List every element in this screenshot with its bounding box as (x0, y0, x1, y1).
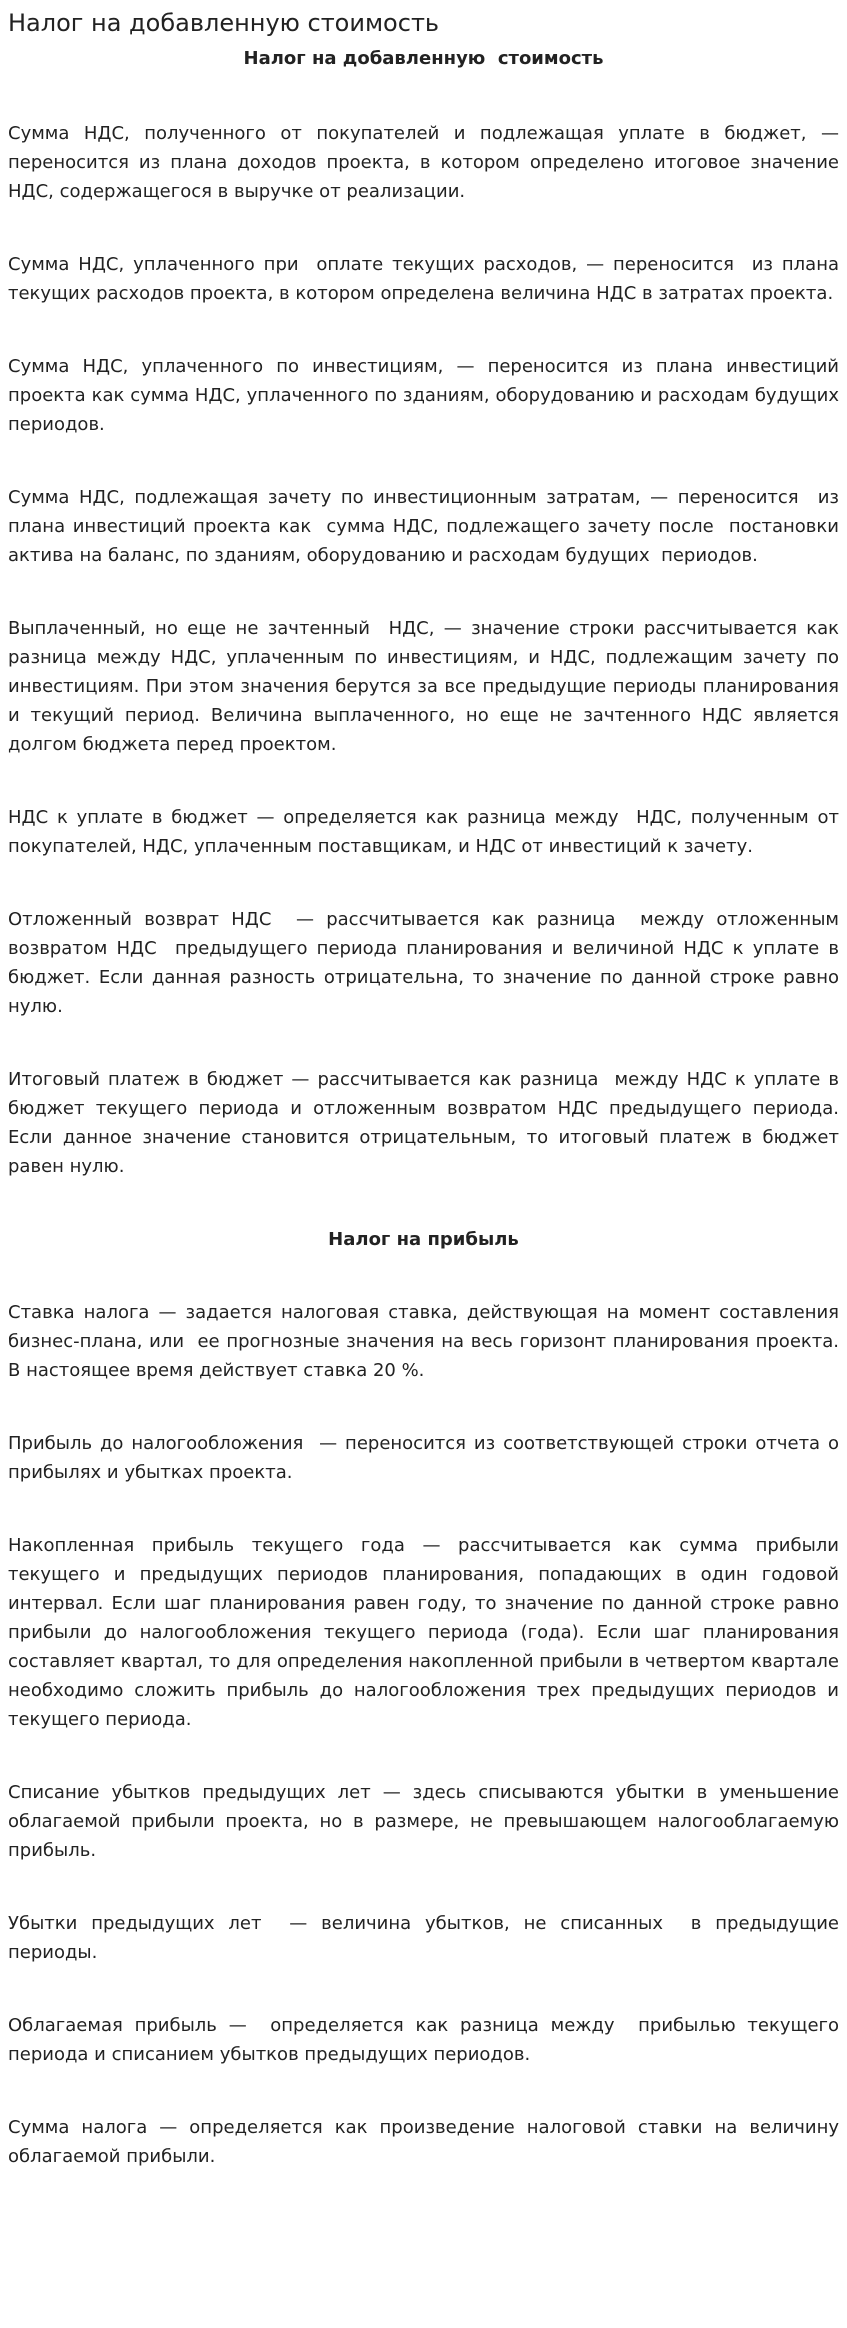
paragraph: НДС к уплате в бюджет — определяется как разница между НДС, полученным от покупателей, НДС, уплаченным поставщикам, и НДС от инвестиций к зачету. (8, 807, 845, 857)
paragraph: Сумма НДС, уплаченного по инвестициям, — переносится из плана инвестиций проекта как сумма НДС, уплаченного по зданиям, оборудованию и расходам будущих периодов. (8, 356, 845, 435)
paragraph: Сумма НДС, подлежащая зачету по инвестиционным затратам, — переносится из плана инвестиций проекта как сумма НДС, подлежащего зачету после постановки актива на баланс, по зданиям, оборудованию и расходам будущих периодов. (8, 487, 845, 566)
paragraph: Прибыль до налогообложения — переносится из соответствующей строки отчета о прибылях и убытках проекта. (8, 1433, 845, 1483)
paragraph: Итоговый платеж в бюджет — рассчитывается как разница между НДС к уплате в бюджет текущего периода и отложенным возвратом НДС предыдущего периода. Если данное значение становится отрицательным, то итоговый платеж в бюджет равен нулю. (8, 1069, 845, 1177)
paragraph: Облагаемая прибыль — определяется как разница между прибылью текущего периода и списанием убытков предыдущих периодов. (8, 2015, 845, 2065)
paragraph: Накопленная прибыль текущего года — рассчитывается как сумма прибыли текущего и предыдущих периодов планирования, попадающих в один годовой интервал. Если шаг планирования равен году, то значение по данной строке равно прибыли до налогообложения текущего периода (года). Если шаг планирования составляет квартал, то для определения накопленной прибыли в четвертом квартале необходимо сложить прибыль до налогообложения трех предыдущих периодов и текущего периода. (8, 1535, 845, 1730)
paragraph: Списание убытков предыдущих лет — здесь списываются убытки в уменьшение облагаемой прибыли проекта, но в размере, не превышающем налогооблагаемую прибыль. (8, 1782, 845, 1861)
paragraph: Сумма НДС, уплаченного при оплате текущих расходов, — переносится из плана текущих расходов проекта, в котором определена величина НДС в затратах проекта. (8, 254, 845, 304)
document-page (0, 8, 847, 2171)
section-heading-vat: Налог на добавленную стоимость (243, 48, 604, 69)
section-vat (8, 119, 845, 1181)
paragraph: Выплаченный, но еще не зачтенный НДС, — значение строки рассчитывается как разница между НДС, уплаченным по инвестициям, и НДС, подлежащим зачету по инвестициям. При этом значения берутся за все предыдущие периоды планирования и текущий период. Величина выплаченного, но еще не зачтенного НДС является долгом бюджета перед проектом. (8, 618, 845, 755)
paragraph: Отложенный возврат НДС — рассчитывается как разница между отложенным возвратом НДС предыдущего периода планирования и величиной НДС к уплате в бюджет. Если данная разность отрицательна, то значение по данной строке равно нулю. (8, 909, 845, 1017)
section-heading-profit-tax: Налог на прибыль (328, 1229, 519, 1250)
paragraph: Сумма НДС, полученного от покупателей и подлежащая уплате в бюджет, — переносится из плана доходов проекта, в котором определено итоговое значение НДС, содержащегося в выручке от реализации. (8, 123, 845, 202)
section-profit-tax (8, 1298, 845, 2171)
paragraph: Убытки предыдущих лет — величина убытков, не списанных в предыдущие периоды. (8, 1913, 845, 1963)
paragraph: Ставка налога — задается налоговая ставка, действующая на момент составления бизнес-плана, или ее прогнозные значения на весь горизонт планирования проекта. В настоящее время действует ставка 20 %. (8, 1302, 845, 1381)
paragraph: Сумма налога — определяется как произведение налоговой ставки на величину облагаемой прибыли. (8, 2117, 845, 2167)
page-title: Налог на добавленную стоимость (8, 9, 440, 37)
